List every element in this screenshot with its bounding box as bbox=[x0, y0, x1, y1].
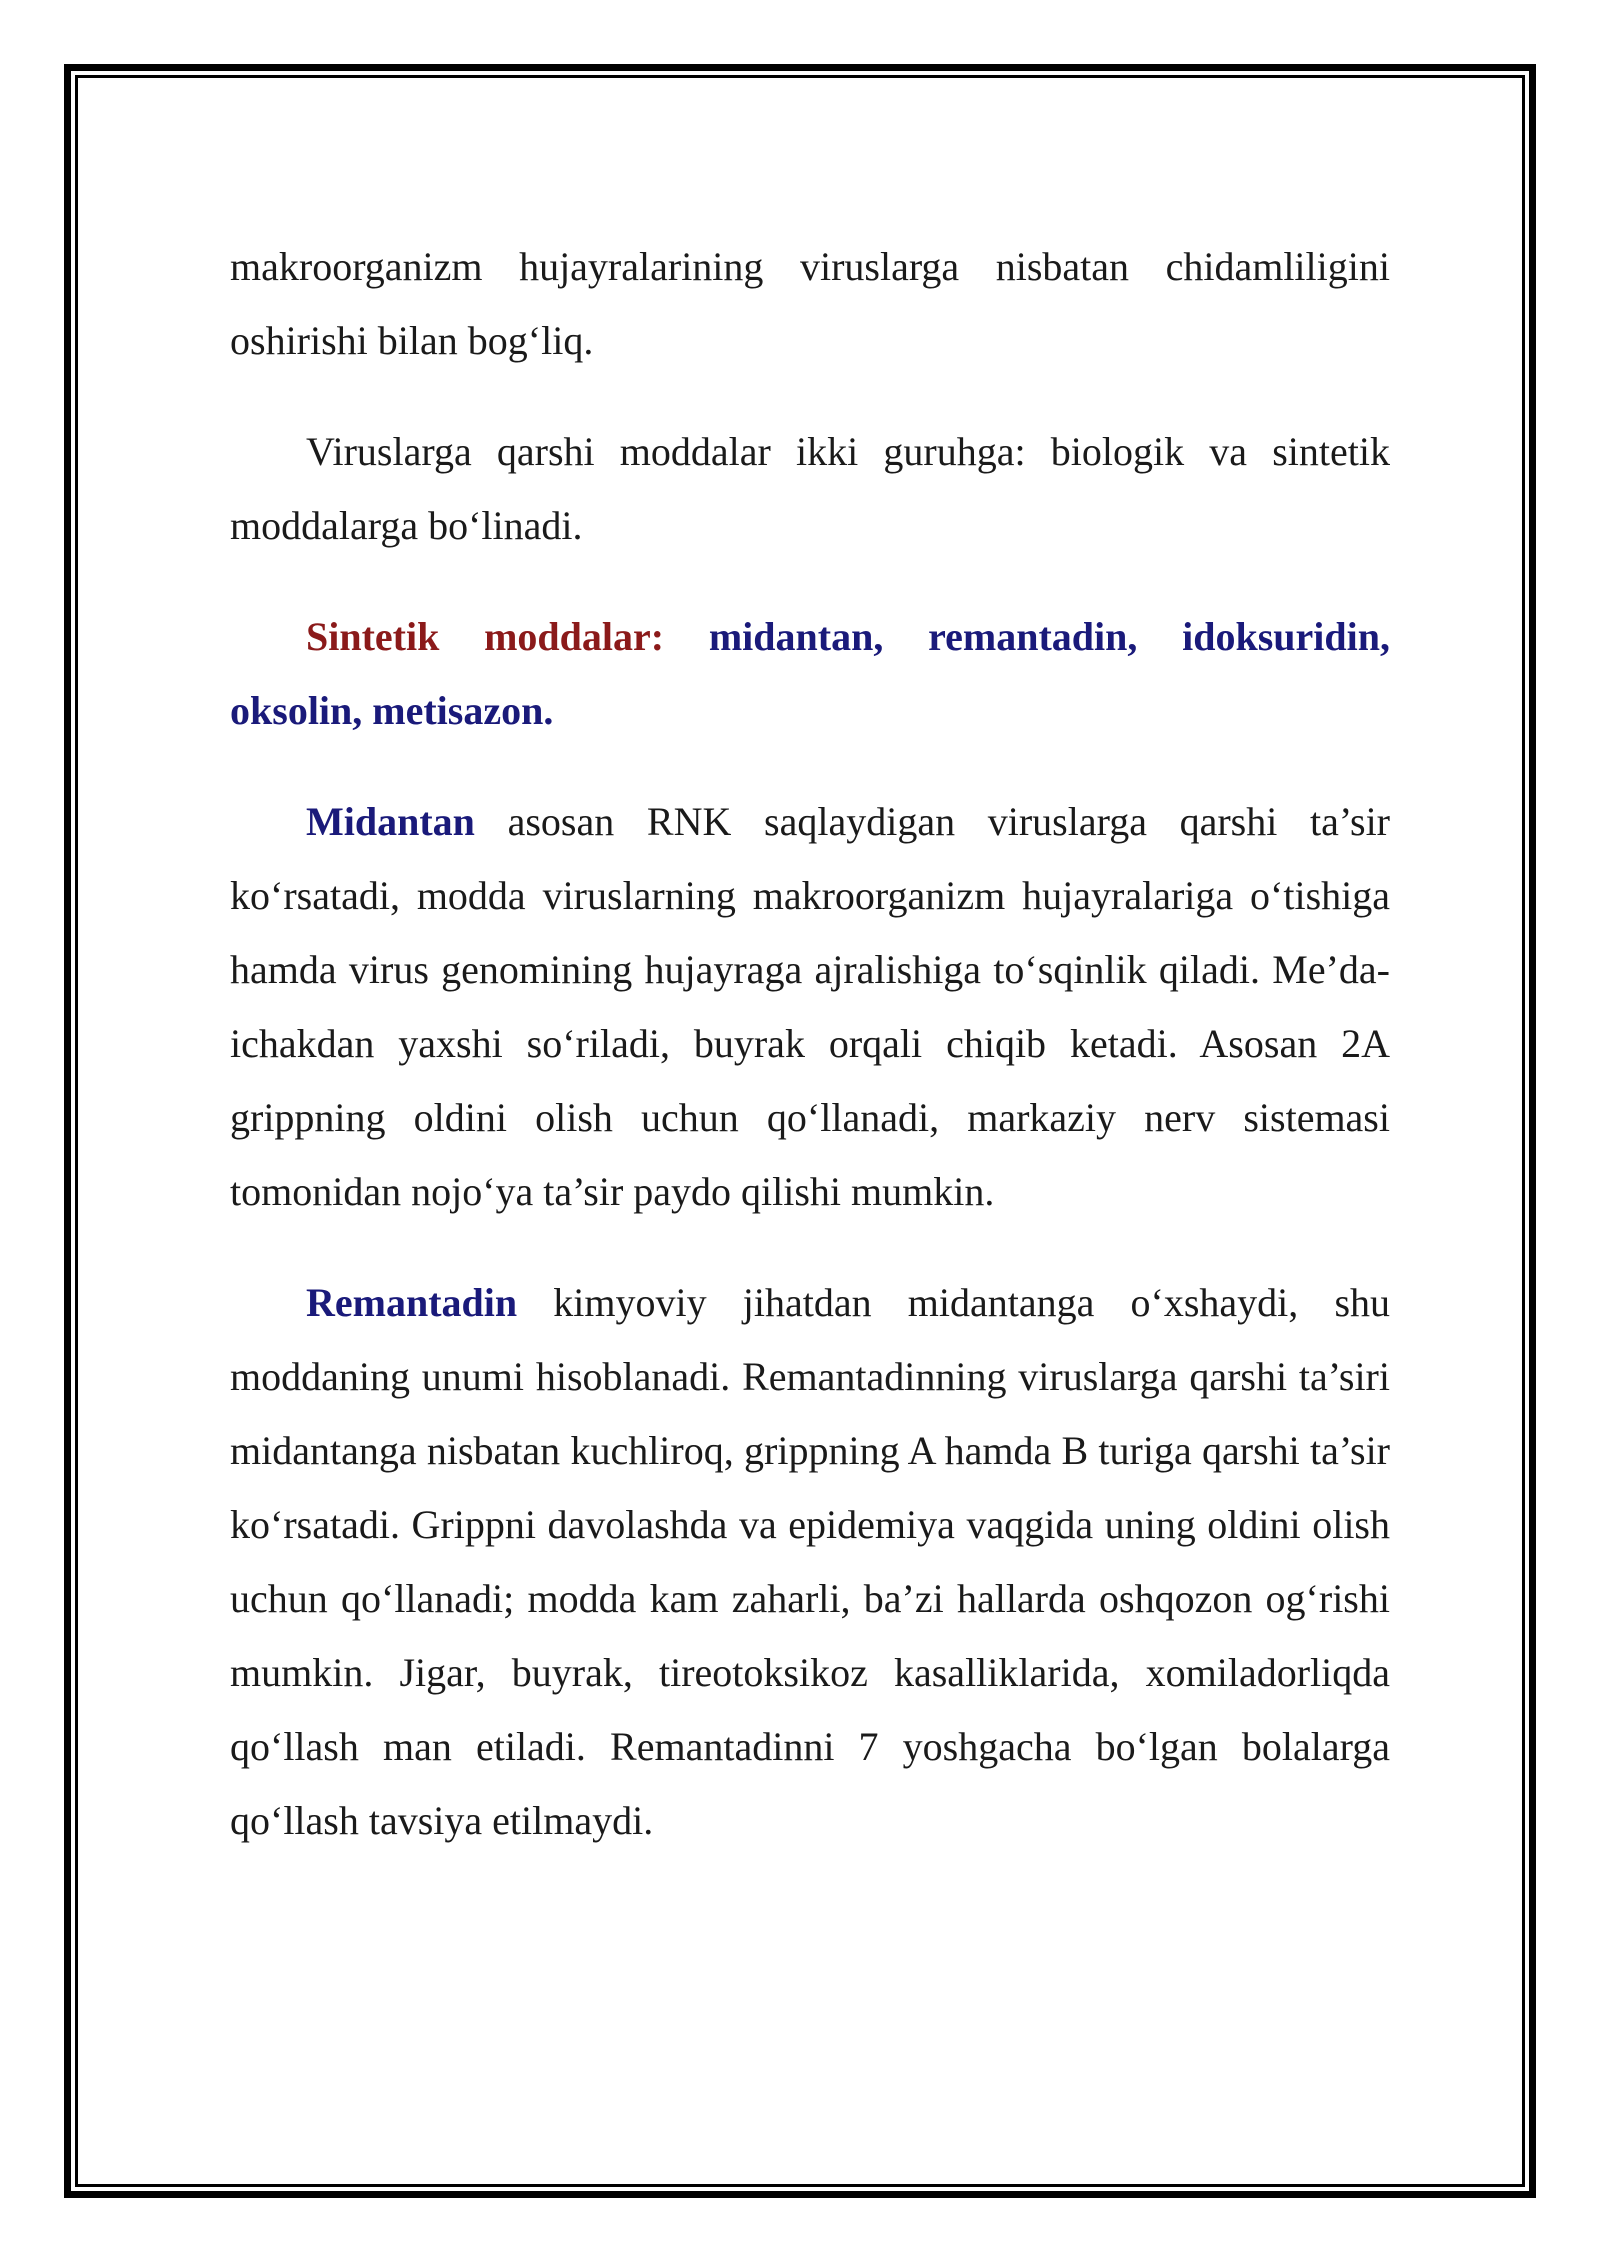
paragraph-synthetic-list bbox=[230, 600, 1390, 748]
paragraph-continuation bbox=[230, 230, 1390, 378]
paragraph-text: Viruslarga qarshi moddalar ikki guruhga: biologik va sintetik moddalarga bo‘linadi. bbox=[230, 429, 1390, 548]
synthetic-list: midantan, remantadin, idoksuridin, oksolin, metisazon. bbox=[230, 614, 1391, 733]
paragraph-midantan bbox=[230, 785, 1390, 1229]
paragraph-remantadin bbox=[230, 1266, 1390, 1858]
term-remantadin: Remantadin bbox=[306, 1280, 518, 1325]
paragraph-text: kimyoviy jihatdan midantanga o‘xshaydi, shu moddaning unumi hisoblanadi. Remantadinning viruslarga qarshi ta’siri midantanga nisbatan kuchliroq, grippning A hamda B turiga qarshi ta’sir ko‘rsatadi. Grippni davolashda va epidemiya vaqgida uning oldini olish uchun qo‘llanadi; modda kam zaharli, ba’zi hallarda oshqozon og‘rishi mumkin. Jigar, buyrak, tireotoksikoz kasalliklarida, xomiladorliqda qo‘llash man etiladi. Remantadinni 7 yoshgacha bo‘lgan bolalarga qo‘llash tavsiya etilmaydi. bbox=[230, 1280, 1391, 1843]
synthetic-label: Sintetik moddalar: bbox=[306, 614, 665, 659]
document-body bbox=[230, 230, 1390, 1895]
paragraph-antiviral-groups bbox=[230, 415, 1390, 563]
term-midantan: Midantan bbox=[306, 799, 475, 844]
paragraph-text: asosan RNK saqlaydigan viruslarga qarshi ta’sir ko‘rsatadi, modda viruslarning makroorganizm hujayralariga o‘tishiga hamda virus genomining hujayraga ajralishiga to‘sqinlik qiladi. Me’da-ichakdan yaxshi so‘riladi, buyrak orqali chiqib ketadi. Asosan 2A grippning oldini olish uchun qo‘llanadi, markaziy nerv sistemasi tomonidan nojo‘ya ta’sir paydo qilishi mumkin. bbox=[230, 799, 1391, 1214]
paragraph-text: makroorganizm hujayralarining viruslarga nisbatan chidamliligini oshirishi bilan bog‘liq. bbox=[230, 244, 1390, 363]
